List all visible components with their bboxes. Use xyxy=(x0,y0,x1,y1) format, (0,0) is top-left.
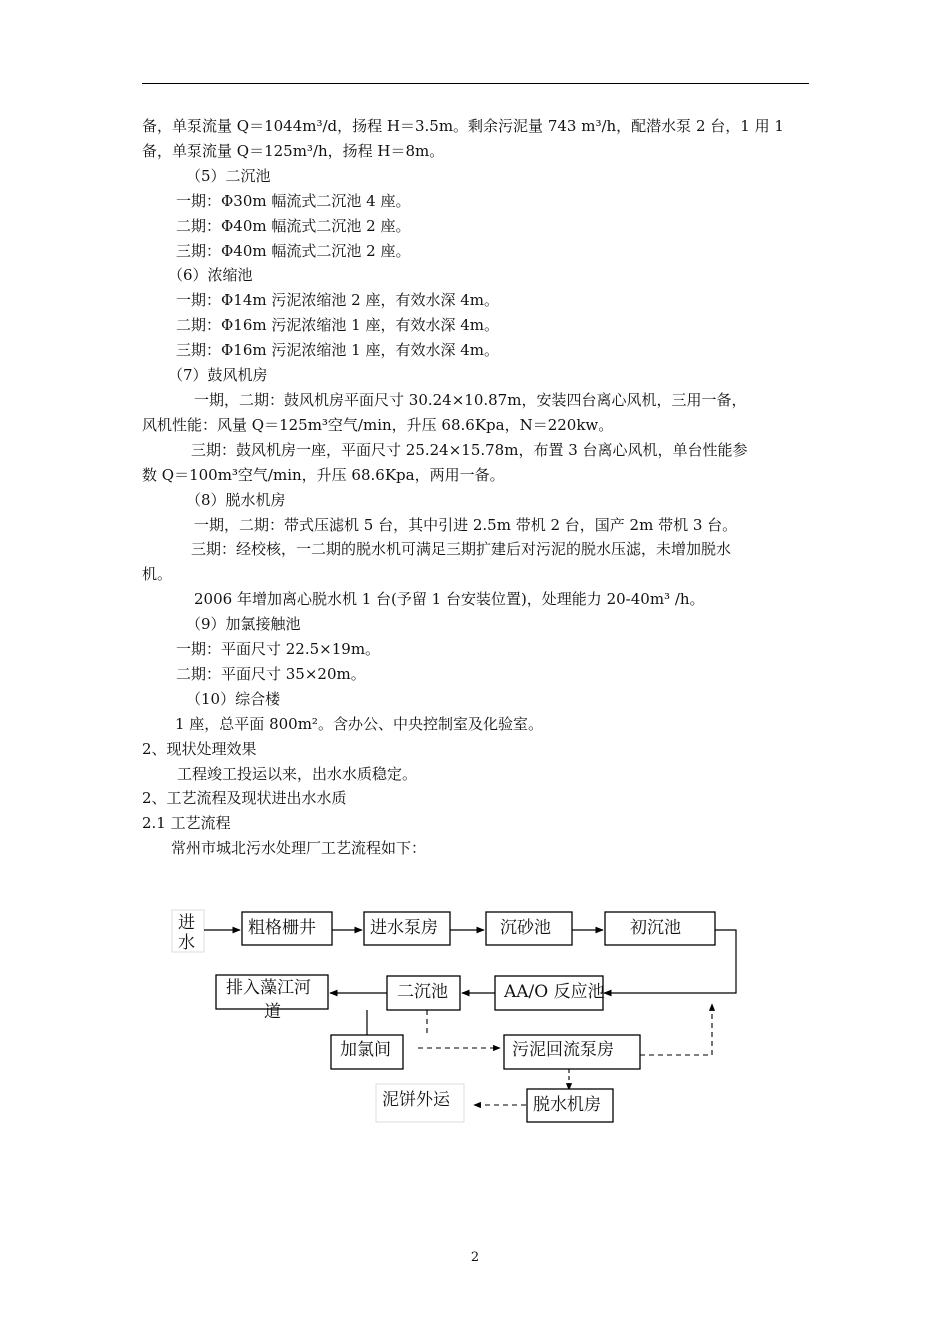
text-line: 二期：Φ40m 幅流式二沉池 2 座。 xyxy=(176,216,411,235)
text-line: 一期：平面尺寸 22.5×19m。 xyxy=(176,640,381,659)
node-pump xyxy=(364,912,450,945)
node-cake xyxy=(376,1084,464,1122)
cake-label: 泥饼外运 xyxy=(382,1090,450,1110)
discharge-label-1: 排入藻江河 xyxy=(226,978,311,998)
inlet-label-1: 进 xyxy=(178,913,195,933)
discharge-label-2: 道 xyxy=(264,1002,281,1022)
section-heading: 2、工艺流程及现状进出水水质 xyxy=(142,789,347,808)
text-line: 常州市城北污水处理厂工艺流程如下： xyxy=(171,839,427,858)
node-return-pump xyxy=(504,1035,640,1069)
text-line: 一期，二期：鼓风机房平面尺寸 30.24×10.87m，安装四台离心风机，三用一备， xyxy=(194,390,747,409)
grit-label: 沉砂池 xyxy=(500,918,551,938)
inlet-label-2: 水 xyxy=(178,933,195,953)
node-discharge xyxy=(216,975,328,1022)
text-line: 三期：Φ40m 幅流式二沉池 2 座。 xyxy=(176,241,411,260)
pump-label: 进水泵房 xyxy=(370,918,438,938)
text-line: 备，单泵流量 Q＝125m³/h，扬程 H＝8m。 xyxy=(142,141,445,160)
process-flowchart xyxy=(160,900,760,1140)
section-heading: 2、现状处理效果 xyxy=(142,739,257,758)
text-line: 三期：鼓风机房一座，平面尺寸 25.24×15.78m，布置 3 台离心风机，单台性能参 xyxy=(191,440,748,459)
text-line: 风机性能：风量 Q＝125m³空气/min，升压 68.6Kpa，N＝220kw。 xyxy=(142,415,614,434)
section-heading: （9）加氯接触池 xyxy=(186,615,301,634)
section-heading: 2.1 工艺流程 xyxy=(142,814,231,833)
section-heading: （7）鼓风机房 xyxy=(168,366,268,385)
text-line: 2006 年增加离心脱水机 1 台(予留 1 台安装位置)，处理能力 20-40m³ /h。 xyxy=(194,590,705,609)
text-line: 1 座，总平面 800m²。含办公、中央控制室及化验室。 xyxy=(175,714,543,733)
secondary-label: 二沉池 xyxy=(397,982,448,1002)
primary-label: 初沉池 xyxy=(630,918,681,938)
text-line: 三期：Φ16m 污泥浓缩池 1 座，有效水深 4m。 xyxy=(176,341,499,360)
chlorine-label: 加氯间 xyxy=(340,1040,391,1060)
dewater-label: 脱水机房 xyxy=(533,1095,601,1115)
node-chlorine xyxy=(331,1035,403,1069)
section-heading: （5）二沉池 xyxy=(186,166,271,185)
node-screen xyxy=(242,912,332,945)
section-heading: （10）综合楼 xyxy=(186,689,281,708)
node-inlet xyxy=(172,910,204,953)
return-pump-label: 污泥回流泵房 xyxy=(512,1040,614,1060)
text-line: 备，单泵流量 Q＝1044m³/d，扬程 H＝3.5m。剩余污泥量 743 m³/h，配潜水泵 2 台，1 用 1 xyxy=(142,117,784,135)
node-aao xyxy=(495,976,605,1010)
page-number: 2 xyxy=(470,1250,480,1265)
text-line: 三期：经校核，一二期的脱水机可满足三期扩建后对污泥的脱水压滤，未增加脱水 xyxy=(191,540,732,559)
section-heading: （8）脱水机房 xyxy=(186,490,286,509)
node-grit xyxy=(486,912,572,945)
text-line: 二期：平面尺寸 35×20m。 xyxy=(176,664,366,683)
text-line: 一期，二期：带式压滤机 5 台，其中引进 2.5m 带机 2 台，国产 2m 带机 3 台。 xyxy=(194,515,738,534)
node-secondary xyxy=(387,976,460,1010)
body-text xyxy=(142,114,810,861)
text-line: 工程竣工投运以来，出水水质稳定。 xyxy=(177,764,418,783)
node-dewater xyxy=(527,1089,613,1122)
text-line: 一期：Φ30m 幅流式二沉池 4 座。 xyxy=(176,191,411,210)
section-heading: （6）浓缩池 xyxy=(168,266,253,285)
header-rule xyxy=(142,83,809,84)
text-line: 机。 xyxy=(142,565,173,584)
dash-return-to-aao xyxy=(640,1004,712,1055)
screen-label: 粗格栅井 xyxy=(248,918,316,938)
aao-label: AA/O 反应池 xyxy=(504,982,605,1002)
node-primary xyxy=(605,912,715,945)
text-line: 一期：Φ14m 污泥浓缩池 2 座，有效水深 4m。 xyxy=(176,291,499,310)
text-line: 二期：Φ16m 污泥浓缩池 1 座，有效水深 4m。 xyxy=(176,316,499,335)
text-line: 数 Q＝100m³空气/min，升压 68.6Kpa，两用一备。 xyxy=(142,465,505,484)
